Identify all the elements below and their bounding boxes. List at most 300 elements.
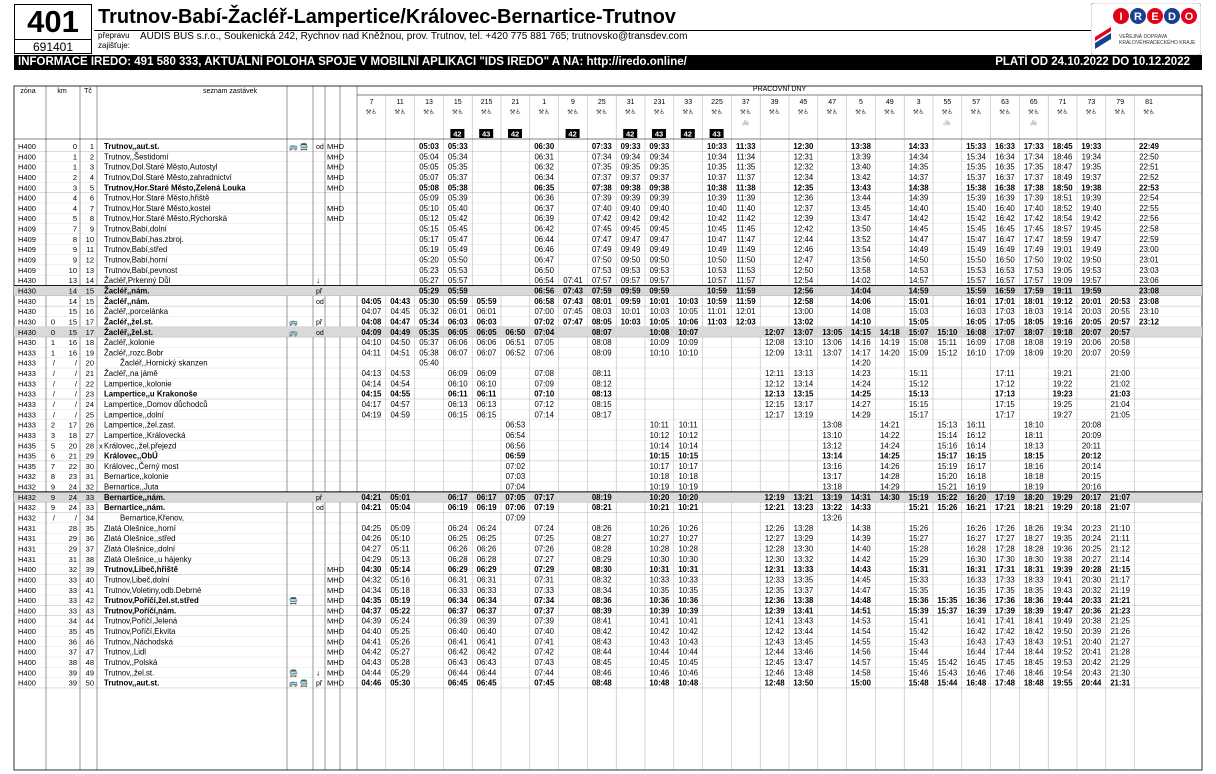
departure-time: 14:02 [851,276,871,286]
departure-time: 10:47 [707,234,727,244]
row-zone: H400 [18,658,36,667]
row-tc: 38 [85,554,94,564]
departure-time: 20:01 [1081,296,1102,306]
departure-time: 10:48 [649,678,670,688]
departure-time: 17:34 [1024,152,1044,162]
row-tc: 42 [85,596,94,606]
row-tc: 7 [89,203,94,213]
departure-time: 14:08 [851,307,871,317]
stop-name: Žacléř,,žel.st. [104,317,153,327]
arrival-departure-flag: př [316,288,323,296]
departure-time: 17:40 [1024,203,1044,213]
departure-time: 18:03 [1024,307,1044,317]
col-header-km: km [57,88,67,95]
departure-time: 12:31 [764,565,785,575]
departure-time: 17:57 [1024,276,1044,286]
row-tc: 16 [85,307,94,317]
departure-time: 06:28 [476,554,497,564]
departure-time: 19:23 [1052,389,1073,399]
departure-time: 12:47 [793,255,814,265]
departure-time: 10:37 [707,172,727,182]
row-tc: 20 [85,358,94,368]
departure-time: 07:33 [591,142,612,151]
row-km: 21 [68,451,77,461]
departure-time: 08:13 [591,389,612,399]
departure-time: 12:35 [764,585,785,595]
departure-time: 12:08 [764,338,785,348]
departure-time: 08:08 [592,338,612,348]
departure-time: 04:35 [361,596,382,606]
departure-time: 05:53 [448,265,468,275]
departure-time: 20:12 [1081,451,1102,461]
departure-time: 06:05 [447,327,468,337]
departure-time: 20:15 [1081,472,1102,482]
row-km: 18 [68,430,77,440]
row-km: / [74,358,77,368]
departure-time: 07:06 [505,503,526,513]
stop-name: Trutnov,,žel.st. [104,668,155,678]
departure-time: 08:43 [592,637,612,647]
departure-time: 16:30 [966,554,986,564]
trip-symbol: ⚒♿ [970,109,983,116]
departure-time: 10:10 [678,348,698,358]
stop-name: Královec,,ObÚ [104,451,158,461]
departure-time: 05:47 [448,234,468,244]
row-km: / [74,369,77,379]
departure-time: 15:08 [908,338,929,348]
departure-time: 09:35 [649,162,670,172]
row-km: 24 [68,492,77,502]
departure-time: 10:43 [649,637,670,647]
departure-time: 13:19 [822,492,843,502]
row-km-alt: 3 [50,430,55,440]
departure-time: 06:43 [476,658,497,667]
departure-time: 15:53 [966,265,986,275]
row-km-alt: 1 [50,348,55,358]
route-title: Trutnov-Babí-Žacléř-Lampertice/Královec-Bernartice-Trutnov [98,6,676,28]
departure-time: 18:44 [1024,647,1044,657]
departure-time: 13:47 [851,214,871,224]
departure-time: 08:32 [592,575,612,585]
departure-time: 12:15 [764,400,785,409]
departure-time: 16:12 [966,430,986,440]
row-zone: H400 [18,183,36,193]
departure-time: 20:06 [1081,338,1102,348]
departure-time: 19:42 [1081,214,1102,224]
row-zone: H400 [18,585,36,595]
trip-number: 81 [1145,99,1153,106]
row-zone: H432 [18,513,36,523]
trip-symbol: ⚒♿ [941,109,954,116]
departure-time: 19:49 [1081,245,1102,255]
stop-name: Lampertice,,Domov důchodců [104,400,208,409]
departure-time: 15:22 [937,492,958,502]
departure-time: 15:12 [937,348,958,358]
departure-time: 10:26 [678,523,698,533]
departure-time: 14:17 [851,348,871,358]
departure-time: 18:33 [1024,575,1044,585]
departure-time: 18:49 [1052,172,1073,182]
trip-number: 15 [453,99,462,106]
departure-time: 14:33 [908,142,929,151]
row-zone: H409 [18,255,36,265]
departure-time: 09:53 [620,265,641,275]
trip-number: 225 [711,99,723,106]
trip-symbol: ⚒♿ [768,109,781,116]
departure-time: 10:26 [649,523,670,533]
departure-time: 10:12 [678,430,698,440]
departure-time: 04:37 [361,606,382,616]
departure-time: 08:45 [592,658,612,667]
departure-time: 10:38 [707,183,727,193]
departure-time: 04:46 [361,678,382,688]
departure-time: 18:31 [1023,565,1044,575]
departure-time: 15:05 [908,317,929,327]
stop-name: Trutnov,Libeč,dolní [104,575,170,585]
departure-time: 05:30 [390,678,411,688]
trip-symbol: ⚒♿ [797,109,810,116]
row-tc: 22 [85,379,94,389]
row-zone: H400 [18,214,36,224]
row-zone: H435 [18,461,36,471]
stop-name: Žacléř,,rozc.Bobr [104,348,164,358]
departure-time: 15:46 [908,668,929,678]
departure-time: 06:37 [476,606,497,616]
departure-time: 18:28 [1024,544,1044,554]
departure-time: 06:40 [448,627,468,637]
departure-time: 15:47 [966,234,986,244]
departure-time: 15:11 [937,338,957,348]
departure-time: 07:08 [534,369,554,379]
departure-time: 10:28 [649,544,670,554]
departure-time: 04:15 [361,389,382,399]
row-km: 31 [68,554,77,564]
departure-time: 06:33 [476,585,497,595]
departure-time: 16:43 [966,637,986,647]
stop-name: Trutnov,Voletiny,odb.Debrné [104,585,202,595]
row-km-alt: 5 [50,441,55,451]
departure-time: 12:46 [764,668,785,678]
departure-time: 18:11 [1024,430,1044,440]
departure-time: 09:33 [620,142,641,151]
departure-time: 16:18 [966,472,986,482]
departure-time: 06:28 [448,554,468,564]
stop-name: Žacléř,,kolonie [104,338,155,348]
departure-time: 07:39 [592,193,612,203]
departure-time: 14:26 [880,461,900,471]
departure-time: 16:26 [966,523,986,533]
departure-time: 17:53 [1024,265,1044,275]
departure-time: 06:24 [448,523,468,533]
row-km: 2 [72,172,77,182]
stop-name: Zlatá Olešnice,,střed [104,534,176,544]
departure-time: 04:45 [390,307,410,317]
departure-time: 05:42 [448,214,468,224]
row-zone: H430 [18,276,36,286]
departure-time: 05:40 [419,358,439,368]
departure-time: 20:36 [1081,606,1102,616]
departure-time: 15:42 [937,658,958,667]
departure-time: 05:16 [390,575,410,585]
departure-time: 10:14 [678,441,698,451]
mhd-label: MHD [327,668,345,678]
row-zone: H400 [18,678,36,688]
departure-time: 16:05 [966,317,987,327]
row-km-alt: 2 [50,420,55,430]
departure-time: 13:52 [851,234,871,244]
stop-name: Trutnov,Babí,has.zbroj. [104,234,184,244]
departure-time: 18:26 [1024,523,1044,533]
stop-name: Trutnov,Poříčí,Ekvita [104,627,176,637]
mhd-label: MHD [327,152,345,162]
departure-time: 05:40 [448,203,468,213]
departure-time: 15:37 [937,606,958,616]
departure-time: 10:10 [649,348,670,358]
row-tc: 17 [85,317,94,327]
departure-time: 13:14 [822,451,843,461]
departure-time: 04:40 [361,627,382,637]
row-km: / [74,400,77,409]
departure-time: 07:41 [534,637,554,647]
departure-time: 07:06 [534,348,554,358]
row-zone: H400 [18,606,36,616]
transfer-icon: 🚌 [289,329,298,337]
row-km: 15 [68,327,77,337]
departure-time: 16:48 [966,678,987,688]
departure-time: 10:49 [707,245,727,255]
departure-time: 16:27 [966,534,986,544]
departure-time: 06:17 [476,492,497,502]
departure-time: 10:45 [707,224,727,234]
departure-time: 07:40 [534,627,554,637]
row-km: 15 [68,307,77,317]
stop-name: Bernartice,,nám. [104,503,166,513]
departure-time: 10:36 [649,596,670,606]
departure-time: 17:48 [995,678,1015,688]
departure-time: 05:34 [448,152,468,162]
logo-letter: I [1119,11,1123,23]
departure-time: 14:42 [908,214,929,224]
transfer-icon: 🚍 [289,670,298,678]
transfer-icon: 🚍 [289,598,298,606]
departure-time: 14:38 [851,523,871,533]
departure-time: 05:24 [390,616,410,626]
transfer-icon: 🚌 🚍 [289,144,309,151]
row-zone: H400 [18,152,36,162]
departure-time: 13:15 [793,389,814,399]
departure-time: 17:03 [995,307,1015,317]
mhd-label: MHD [327,616,345,626]
row-zone: H400 [18,637,36,647]
row-zone: H431 [18,544,36,554]
departure-time: 13:32 [793,554,814,564]
departure-time: 09:57 [649,276,670,286]
departure-time: 07:45 [592,224,612,234]
departure-time: 10:09 [678,338,698,348]
departure-time: 06:42 [476,647,497,657]
departure-time: 10:31 [649,565,670,575]
stop-name: Žacléř,,žel.st. [104,327,153,337]
departure-time: 18:10 [1024,420,1044,430]
row-tc: 32 [85,482,94,492]
departure-time: 07:43 [563,286,583,296]
departure-time: 17:28 [995,544,1015,554]
departure-time: 15:20 [937,472,958,482]
departure-time: 21:11 [1110,534,1130,544]
departure-time: 09:57 [620,276,641,286]
departure-time: 04:26 [361,534,382,544]
departure-time: 17:45 [1024,224,1044,234]
departure-time: 19:19 [1052,338,1073,348]
departure-time: 07:09 [505,513,526,523]
departure-time: 17:13 [995,389,1015,399]
departure-time: 15:37 [966,172,986,182]
row-km: 1 [72,162,77,172]
departure-time: 06:58 [534,296,555,306]
stop-name: Trutnov,Hor.Staré Město,Rýchorská [104,214,228,224]
departure-time: 18:18 [1024,472,1044,482]
trip-symbol: ⚒♿ [1143,109,1155,116]
departure-time: 09:38 [620,183,641,193]
departure-time: 16:33 [966,575,986,585]
departure-time: 10:27 [649,534,670,544]
row-km: 23 [68,472,77,482]
stop-name: Trutnov,,aut.st. [104,142,160,151]
departure-time: 13:17 [822,472,842,482]
departure-time: 10:39 [649,606,670,616]
departure-time: 14:55 [851,637,871,647]
departure-time: 05:10 [419,203,439,213]
stop-name: Trutnov,,Lidl [104,647,147,657]
departure-time: 17:12 [995,379,1015,389]
departure-time: 21:07 [1110,503,1131,513]
trip-number: 49 [885,99,894,106]
trip-symbol: ⚒♿ [394,109,407,116]
departure-time: 16:31 [966,565,987,575]
departure-time: 11:59 [736,286,756,296]
departure-time: 14:34 [908,152,929,162]
departure-time: 10:11 [649,420,669,430]
departure-time: 06:42 [534,224,554,234]
departure-time: 14:24 [851,379,871,389]
departure-time: 18:41 [1024,616,1044,626]
row-km-alt: / [52,400,55,409]
departure-time: 09:37 [620,172,641,182]
departure-time: 11:37 [736,172,756,182]
stop-name: Bernartice,,Juta [104,482,159,492]
departure-time: 08:03 [592,307,612,317]
line-number: 401 [27,4,79,39]
departure-time: 12:09 [764,348,785,358]
departure-time: 05:35 [419,327,439,337]
departure-time: 04:39 [361,616,382,626]
row-km-alt: / [52,410,55,420]
departure-time: 12:01 [736,307,756,317]
departure-time: 20:44 [1081,678,1102,688]
departure-time: 05:22 [390,606,411,616]
departure-time: 13:07 [822,348,842,358]
row-km-alt: / [52,369,55,379]
departure-time: 04:21 [361,503,382,513]
row-km-alt: 8 [50,472,55,482]
departure-time: 10:53 [707,265,727,275]
departure-time: 12:56 [793,286,814,296]
row-km-alt: / [52,379,55,389]
departure-time: 16:41 [966,616,986,626]
trip-number: 71 [1058,99,1067,106]
departure-time: 04:08 [361,317,382,327]
departure-time: 13:45 [851,203,871,213]
departure-time: 11:35 [736,162,756,172]
departure-time: 05:38 [419,348,439,358]
stop-name: Trutnov,Babí,dolní [104,224,167,234]
stop-name: Lampertice,,dolní [104,410,164,420]
mhd-label: MHD [327,647,345,657]
departure-time: 04:09 [361,327,382,337]
departure-time: 05:15 [419,224,439,234]
departure-time: 11:34 [736,152,756,162]
departure-time: 10:08 [649,327,670,337]
departure-time: 21:05 [1110,410,1130,420]
departure-time: 17:33 [995,575,1015,585]
row-tc: 33 [85,503,94,513]
departure-time: 06:34 [534,172,554,182]
row-tc: 26 [85,420,94,430]
row-tc: 39 [85,565,94,575]
row-km-alt: 9 [50,482,55,492]
trip-symbol: ⚒♿ [480,109,493,116]
departure-time: 05:20 [419,255,439,265]
row-zone: H432 [18,472,36,482]
departure-time: 09:49 [620,245,641,255]
mhd-label: MHD [327,637,345,647]
stop-name: Trutnov,Poříčí,žel.st.střed [104,596,199,606]
departure-time: 14:06 [851,296,871,306]
stop-name: Trutnov,Babí,střed [104,245,168,255]
departure-time: 08:05 [591,317,612,327]
departure-time: 16:53 [995,265,1015,275]
row-tc: 21 [85,369,94,379]
stop-name: Trutnov,Hor.Staré Město,Zelená Louka [104,183,246,193]
departure-time: 18:43 [1024,637,1044,647]
stop-name: Lampertice,,Královecká [104,430,186,440]
row-zone: H432 [18,482,36,492]
departure-time: 08:09 [592,348,612,358]
trip-symbol: ⚒♿ [653,109,666,116]
departure-time: 13:35 [793,575,814,585]
departure-time: 16:50 [995,255,1015,265]
departure-time: 14:58 [851,668,871,678]
departure-time: 15:19 [937,461,958,471]
row-tc: 14 [85,276,94,286]
row-tc: 2 [89,152,94,162]
departure-time: 12:37 [793,203,814,213]
row-zone: H432 [18,503,36,513]
departure-time: 06:50 [534,265,554,275]
departure-time: 04:50 [390,338,410,348]
departure-time: 05:59 [476,296,497,306]
departure-time: 05:59 [447,296,468,306]
departure-time: 06:11 [476,389,497,399]
departure-time: 13:43 [793,616,814,626]
departure-time: 15:16 [937,441,958,451]
departure-time: 07:03 [505,472,526,482]
departure-time: 16:20 [966,492,987,502]
departure-time: 19:12 [1052,296,1073,306]
departure-time: 15:44 [937,678,958,688]
departure-time: 14:29 [851,410,871,420]
departure-time: 14:04 [851,286,871,296]
